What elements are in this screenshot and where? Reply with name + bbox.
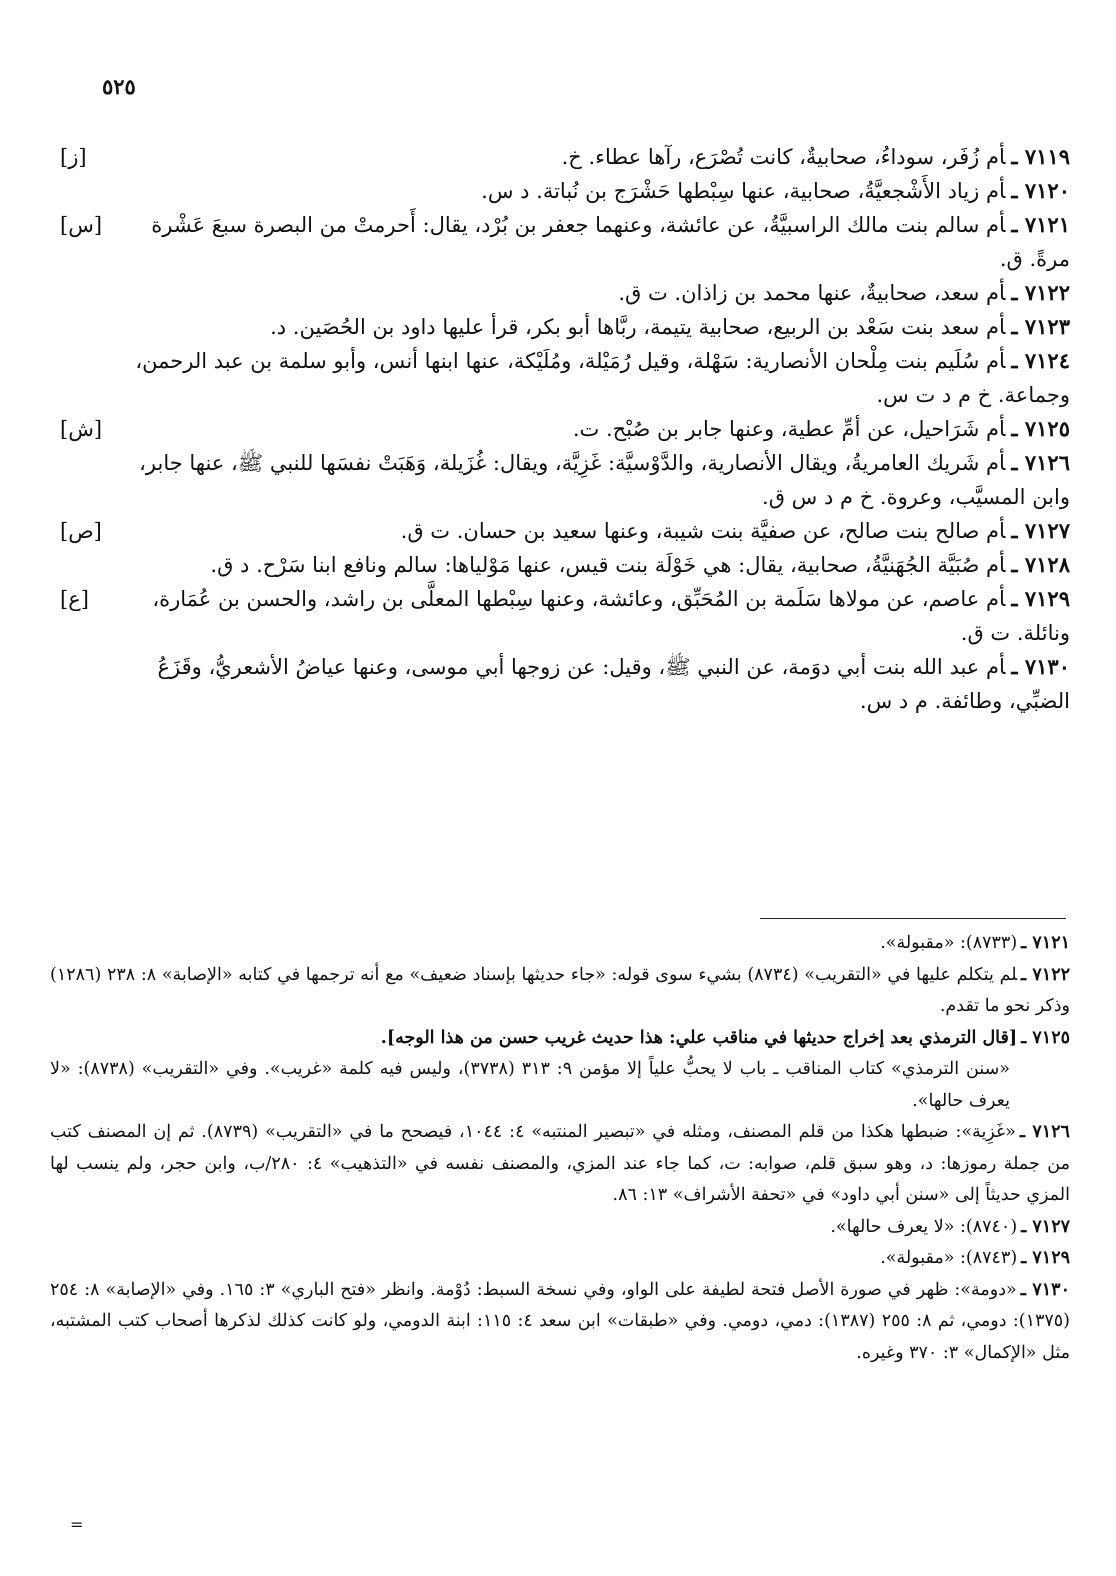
footnote-7125 <box>50 1023 1070 1055</box>
footnote-7130 <box>50 1275 1070 1370</box>
entry-tag: [ز] <box>60 145 87 169</box>
entry-number: ٧١٢٠ ـ <box>1011 178 1070 203</box>
entry-number: ٧١٢٨ ـ <box>1011 552 1070 577</box>
entry-number: ٧١٢٧ ـ <box>1011 518 1070 543</box>
entry-text: أم عبد الله بنت أبي دوَمة، عن النبي ﷺ، وقيل: عن زوجها أبي موسى، وعنها عياضُ الأشعريُّ، وقَزَعُ الضبِّي، وطائفة. م د س. <box>157 655 1070 713</box>
footnote-7125-continued <box>50 1054 1070 1117</box>
footnote-7122 <box>50 960 1070 1023</box>
entry-text: أم سُلَيم بنت مِلْحان الأنصارية: سَهْلة، وقيل رُمَيْلة، ومُلَيْكة، عنها ابنها أنس، وأبو سلمة بن عبد الرحمن، وجماعة. خ م د ت س. <box>135 349 1070 407</box>
entry-7129 <box>60 582 1070 650</box>
footnote-7121 <box>50 928 1070 960</box>
entry-text: أم صالح بنت صالح، عن صفيَّة بنت شيبة، وعنها سعيد بن حسان. ت ق. <box>400 519 1006 543</box>
entry-number: ٧١٢١ ـ <box>1011 212 1070 237</box>
entry-number: ٧١٢٥ ـ <box>1011 416 1070 441</box>
entry-text: أم عاصم، عن مولاها سَلَمة بن المُحَبِّق، وعائشة، وعنها سِبْطها المعلَّى بن راشد، والحسن بن عُمَارة، ونائلة. ت ق. <box>152 587 1070 645</box>
footnote-bold-text: [قال الترمذي بعد إخراج حديثها في مناقب علي: هذا حديث غريب حسن من هذا الوجه]. <box>380 1027 1018 1048</box>
entry-7125 <box>60 412 1070 446</box>
footnotes-list <box>50 928 1070 1369</box>
footnote-7129 <box>50 1243 1070 1275</box>
entry-text: أم سعد بنت سَعْد بن الربيع، صحابية يتيمة، ربَّاها أبو بكر، قرأ عليها داود بن الحُصَين. د. <box>270 315 1006 339</box>
entry-text: أم شَرَاحيل، عن أمِّ عطية، وعنها جابر بن صُبْح. ت. <box>572 417 1006 441</box>
footnotes-divider <box>760 918 1066 919</box>
entry-tag: [س] <box>60 213 103 237</box>
footnote-text: (٨٧٤٣): «مقبولة». <box>880 1248 1018 1268</box>
footnote-number: ٧١٢٥ ـ <box>1021 1027 1070 1048</box>
entry-7130 <box>60 650 1070 718</box>
footnote-text: «غَزِية»: ضبطها هكذا من قلم المصنف، ومثله في «تبصير المنتبه» ٤: ١٠٤٤، فيصحح ما في «التقريب» (٨٧٣٩). ثم إن المصنف كتب من جملة رموزها: د، وهو سبق قلم، صوابه: ت، كما جاء عند المزي، والمصنف نفسه في «التذهيب» ٤: ٢٨٠/ب، وابن حجر، ولم ينسب لها المزي حديثاً إلى «سنن أبي داود» في «تحفة الأشراف» ١٣: ٨٦. <box>50 1122 1070 1205</box>
entry-text: أم شَريك العامريةُ، ويقال الأنصارية، والدَّوْسيَّة: غَزِيَّة، ويقال: غُزَيلة، وَهَبَتْ نفسَها للنبي ﷺ، عنها جابر، وابن المسيَّب، وعروة. خ م د س ق. <box>139 451 1070 509</box>
page-number: ٥٢٥ <box>102 74 136 99</box>
footnote-text: «سنن الترمذي» كتاب المناقب ـ باب لا يحبُّ علياً إلا مؤمن ٩: ٣١٣ (٣٧٣٨)، وليس فيه كلمة «غريب». وفي «التقريب» (٨٧٣٨): «لا يعرف حالها». <box>50 1059 1010 1111</box>
footnote-number: ٧١٣٠ ـ <box>1020 1279 1070 1300</box>
entry-number: ٧١١٩ ـ <box>1011 144 1070 169</box>
entry-text: أم صُبَيَّة الجُهَنيَّةُ، صحابية، يقال: هي خَوْلَة بنت قيس، عنها مَوْلياها: سالم ونافع ابنا سَرْح. د ق. <box>210 553 1006 577</box>
margin-mark: = <box>70 1515 84 1534</box>
entry-number: ٧١٢٤ ـ <box>1011 348 1070 373</box>
entry-tag: [ش] <box>60 417 103 441</box>
entry-7121 <box>60 208 1070 276</box>
entry-number: ٧١٢٣ ـ <box>1011 314 1070 339</box>
entry-text: أم سالم بنت مالك الراسبيَّةُ، عن عائشة، وعنهما جعفر بن بُرْد، يقال: أَحرمتْ من البصرة سبعَ عَشْرة مرةً. ق. <box>151 213 1070 271</box>
footnote-7127 <box>50 1212 1070 1244</box>
entry-7123 <box>60 310 1070 344</box>
entry-7120 <box>60 174 1070 208</box>
entry-7119 <box>60 140 1070 174</box>
entry-number: ٧١٣٠ ـ <box>1011 654 1070 679</box>
footnote-text: (٨٧٤٠): «لا يعرف حالها». <box>830 1216 1018 1237</box>
footnote-7126 <box>50 1117 1070 1212</box>
entry-tag: [ع] <box>60 587 89 611</box>
entry-7122 <box>60 276 1070 310</box>
entry-number: ٧١٢٦ ـ <box>1011 450 1070 475</box>
footnote-text: «دومة»: ظهر في صورة الأصل فتحة لطيفة على الواو، وفي نسخة السبط: دُوْمة. وانظر «فتح الباري» ٣: ١٦٥. وفي «الإصابة» ٨: ٢٥٤ (١٣٧٥): دومي، ثم ٨: ٢٥٥ (١٣٨٧): دمي، دومي. وفي «طبقات» ابن سعد ٤: ١١٥: ابنة الدومي، ولو كانت كذلك لذكرها أصحاب كتب المشتبه، مثل «الإكمال» ٣: ٣٧٠ وغيره. <box>50 1279 1070 1363</box>
entries-list <box>60 140 1070 718</box>
entry-7128 <box>60 548 1070 582</box>
footnote-number: ٧١٢٢ ـ <box>1021 964 1071 985</box>
footnote-number: ٧١٢١ ـ <box>1021 933 1070 953</box>
entry-text: أم زياد الأَشْجعيَّةُ، صحابية، عنها سِبْطها حَشْرَج بن نُباتة. د س. <box>481 179 1006 203</box>
footnote-text: لم يتكلم عليها في «التقريب» (٨٧٣٤) بشيء سوى قوله: «جاء حديثها بإسناد ضعيف» مع أنه ترجمها في كتابه «الإصابة» ٨: ٢٣٨ (١٢٨٦) وذكر نحو ما تقدم. <box>50 964 1070 1016</box>
entry-text: أم سعد، صحابيةٌ، عنها محمد بن زاذان. ت ق. <box>618 281 1006 305</box>
entry-7127 <box>60 514 1070 548</box>
footnote-number: ٧١٢٩ ـ <box>1021 1248 1070 1268</box>
footnote-text: (٨٧٣٣): «مقبولة». <box>880 933 1018 953</box>
entry-tag: [ص] <box>60 519 102 543</box>
entry-text: أم زُفَر، سوداءُ، صحابيةٌ، كانت تُصْرَع، رآها عطاء. خ. <box>561 145 1006 169</box>
entry-number: ٧١٢٩ ـ <box>1011 586 1070 611</box>
entry-number: ٧١٢٢ ـ <box>1011 280 1070 305</box>
footnote-number: ٧١٢٦ ـ <box>1019 1122 1070 1142</box>
footnote-number: ٧١٢٧ ـ <box>1021 1216 1070 1237</box>
entry-7126 <box>60 446 1070 514</box>
